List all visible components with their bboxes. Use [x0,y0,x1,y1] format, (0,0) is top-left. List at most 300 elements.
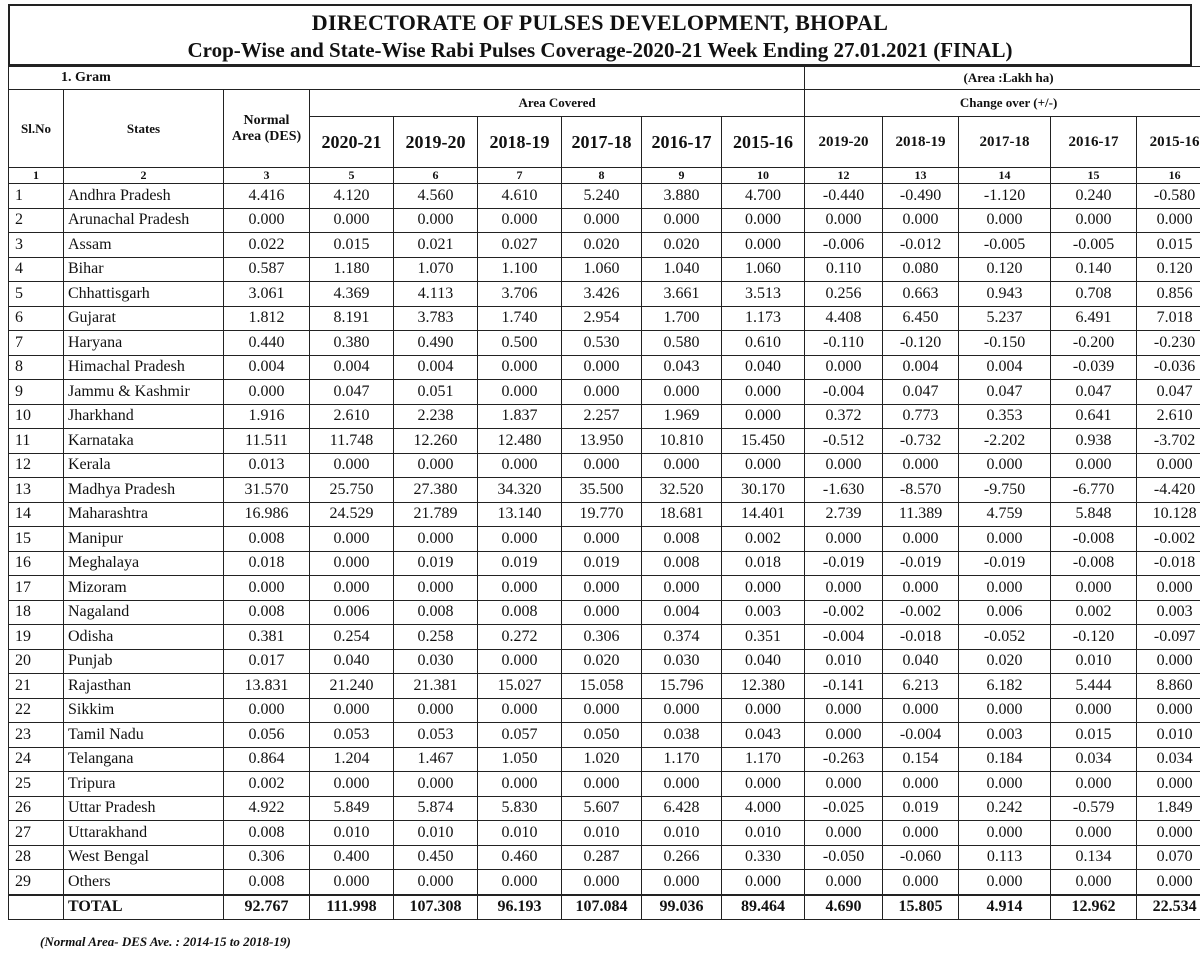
value-cell: 107.308 [394,895,478,920]
value-cell: 6.491 [1051,306,1137,331]
state-cell: Chhattisgarh [64,282,224,307]
value-cell: 1.812 [224,306,310,331]
state-cell: West Bengal [64,845,224,870]
value-cell: 0.000 [1137,453,1200,478]
value-cell: 1.916 [224,404,310,429]
value-cell: 0.008 [642,551,722,576]
value-cell: 0.938 [1051,429,1137,454]
value-cell: 0.000 [1051,698,1137,723]
value-cell: 0.000 [310,208,394,233]
state-cell: Manipur [64,527,224,552]
value-cell: 4.759 [959,502,1051,527]
value-cell: 0.000 [1051,821,1137,846]
sl-no-cell: 23 [9,723,64,748]
value-cell: 0.000 [478,527,562,552]
sl-no-cell: 6 [9,306,64,331]
value-cell: -0.200 [1051,331,1137,356]
value-cell: 0.000 [1051,576,1137,601]
value-cell: 0.254 [310,625,394,650]
value-cell: 0.184 [959,747,1051,772]
value-cell: 1.740 [478,306,562,331]
value-cell: 0.000 [562,772,642,797]
footnote: (Normal Area- DES Ave. : 2014-15 to 2018-19) [40,934,291,949]
value-cell: 2.610 [1137,404,1200,429]
value-cell: -0.004 [883,723,959,748]
value-cell: -0.060 [883,845,959,870]
table-row [9,551,1200,576]
value-cell: 12.480 [478,429,562,454]
value-cell: 5.849 [310,796,394,821]
value-cell: 0.020 [642,233,722,258]
value-cell: 4.922 [224,796,310,821]
value-cell: 0.000 [1051,453,1137,478]
coverage-table [8,66,1200,920]
value-cell: 21.240 [310,674,394,699]
value-cell: 0.000 [310,527,394,552]
table-row [9,453,1200,478]
column-number: 15 [1051,168,1137,184]
value-cell: 0.000 [394,772,478,797]
value-cell: -0.006 [805,233,883,258]
table-row [9,649,1200,674]
value-cell: 34.320 [478,478,562,503]
area-year-header: 2019-20 [394,117,478,168]
value-cell: 15.027 [478,674,562,699]
value-cell: 31.570 [224,478,310,503]
change-year-header: 2018-19 [883,117,959,168]
value-cell: 4.690 [805,895,883,920]
value-cell: 0.000 [394,870,478,895]
value-cell: 0.000 [805,355,883,380]
state-cell: Meghalaya [64,551,224,576]
value-cell: 15.796 [642,674,722,699]
value-cell: -0.036 [1137,355,1200,380]
slno-header: Sl.No [9,90,64,168]
table-row [9,674,1200,699]
value-cell: 1.060 [722,257,805,282]
value-cell: -0.005 [959,233,1051,258]
total-row [9,895,1200,920]
value-cell: -0.019 [805,551,883,576]
value-cell: 0.019 [883,796,959,821]
value-cell: 0.010 [642,821,722,846]
value-cell: -0.018 [883,625,959,650]
value-cell: 0.047 [1051,380,1137,405]
value-cell: 0.008 [224,527,310,552]
value-cell: 6.182 [959,674,1051,699]
report-title: DIRECTORATE OF PULSES DEVELOPMENT, BHOPAL [311,10,889,35]
column-number: 16 [1137,168,1200,184]
value-cell: 0.040 [722,355,805,380]
value-cell: -0.004 [805,625,883,650]
value-cell: 0.000 [1137,576,1200,601]
value-cell: 0.000 [805,208,883,233]
value-cell: 0.017 [224,649,310,674]
value-cell: 0.047 [310,380,394,405]
value-cell: 0.000 [805,527,883,552]
value-cell: 0.010 [1051,649,1137,674]
table-row [9,576,1200,601]
value-cell: 0.034 [1051,747,1137,772]
value-cell: 0.018 [224,551,310,576]
value-cell: 14.401 [722,502,805,527]
value-cell: 3.880 [642,184,722,209]
table-row [9,870,1200,895]
value-cell: 0.051 [394,380,478,405]
value-cell: -0.002 [1137,527,1200,552]
value-cell: 2.238 [394,404,478,429]
value-cell: 1.170 [642,747,722,772]
value-cell: 0.351 [722,625,805,650]
value-cell: 0.004 [642,600,722,625]
sl-no-cell: 20 [9,649,64,674]
value-cell: 0.000 [1051,870,1137,895]
value-cell: 0.258 [394,625,478,650]
table-row [9,845,1200,870]
value-cell: 0.057 [478,723,562,748]
value-cell: 0.000 [805,821,883,846]
column-number: 10 [722,168,805,184]
sl-no-cell: 8 [9,355,64,380]
value-cell: 4.120 [310,184,394,209]
value-cell: 3.061 [224,282,310,307]
value-cell: 0.000 [722,870,805,895]
table-body [9,67,1200,920]
state-cell: Bihar [64,257,224,282]
value-cell: 0.008 [224,600,310,625]
state-cell: Kerala [64,453,224,478]
value-cell: 0.015 [310,233,394,258]
value-cell: 0.120 [959,257,1051,282]
state-cell: Telangana [64,747,224,772]
value-cell: 0.663 [883,282,959,307]
value-cell: 0.943 [959,282,1051,307]
sl-no-cell: 1 [9,184,64,209]
value-cell: 0.056 [224,723,310,748]
value-cell: 0.015 [1137,233,1200,258]
value-cell: -1.630 [805,478,883,503]
table-row [9,796,1200,821]
value-cell: 0.460 [478,845,562,870]
table-row [9,306,1200,331]
value-cell: 35.500 [562,478,642,503]
value-cell: 0.000 [959,698,1051,723]
value-cell: 0.000 [722,208,805,233]
value-cell: 0.010 [722,821,805,846]
value-cell: 1.700 [642,306,722,331]
crop-row [9,67,1200,90]
value-cell: -0.490 [883,184,959,209]
value-cell: 0.006 [310,600,394,625]
value-cell: 0.010 [805,649,883,674]
value-cell: -0.008 [1051,551,1137,576]
value-cell: 15.058 [562,674,642,699]
state-cell: Haryana [64,331,224,356]
value-cell: 0.010 [394,821,478,846]
value-cell: 0.000 [805,723,883,748]
value-cell: 0.000 [310,576,394,601]
area-covered-header: Area Covered [310,90,805,117]
value-cell: 0.000 [562,453,642,478]
value-cell: 0.004 [310,355,394,380]
state-cell: Maharashtra [64,502,224,527]
table-row [9,698,1200,723]
value-cell: 1.020 [562,747,642,772]
change-year-header: 2016-17 [1051,117,1137,168]
value-cell: -0.120 [883,331,959,356]
sl-no-cell: 28 [9,845,64,870]
value-cell: 2.610 [310,404,394,429]
value-cell: -8.570 [883,478,959,503]
table-row [9,723,1200,748]
value-cell: 19.770 [562,502,642,527]
value-cell: -0.230 [1137,331,1200,356]
table-row [9,233,1200,258]
value-cell: 0.000 [1137,649,1200,674]
state-cell: TOTAL [64,895,224,920]
value-cell: 0.000 [562,576,642,601]
change-year-header: 2015-16 [1137,117,1200,168]
column-number: 3 [224,168,310,184]
value-cell: 89.464 [722,895,805,920]
value-cell: 16.986 [224,502,310,527]
value-cell: -0.008 [1051,527,1137,552]
value-cell: -0.012 [883,233,959,258]
value-cell: 0.010 [562,821,642,846]
value-cell: 0.580 [642,331,722,356]
value-cell: 13.950 [562,429,642,454]
normal-area-header: Normal Area (DES) [224,90,310,168]
value-cell: 0.330 [722,845,805,870]
value-cell: 8.860 [1137,674,1200,699]
value-cell: 0.002 [1051,600,1137,625]
value-cell: 3.783 [394,306,478,331]
value-cell: 0.003 [722,600,805,625]
value-cell: 0.000 [478,453,562,478]
value-cell: 0.000 [310,551,394,576]
value-cell: 0.000 [722,453,805,478]
value-cell: 0.000 [805,576,883,601]
state-cell: Assam [64,233,224,258]
value-cell: 0.000 [883,453,959,478]
value-cell: 10.810 [642,429,722,454]
value-cell: -0.025 [805,796,883,821]
value-cell: 0.306 [224,845,310,870]
value-cell: 0.154 [883,747,959,772]
value-cell: -0.141 [805,674,883,699]
value-cell: 0.000 [478,380,562,405]
value-cell: 0.040 [722,649,805,674]
unit-label: (Area :Lakh ha) [805,67,1200,90]
value-cell: 0.047 [1137,380,1200,405]
value-cell: 0.000 [959,821,1051,846]
value-cell: 0.000 [394,453,478,478]
value-cell: 0.000 [883,208,959,233]
state-cell: Punjab [64,649,224,674]
change-year-header: 2017-18 [959,117,1051,168]
value-cell: 0.773 [883,404,959,429]
value-cell: 0.000 [959,453,1051,478]
value-cell: 0.000 [224,380,310,405]
area-year-header: 2018-19 [478,117,562,168]
value-cell: 0.000 [310,698,394,723]
value-cell: 0.000 [310,772,394,797]
value-cell: 0.020 [562,233,642,258]
value-cell: 0.000 [394,698,478,723]
state-cell: Mizoram [64,576,224,601]
value-cell: 1.969 [642,404,722,429]
value-cell: 0.019 [562,551,642,576]
state-cell: Sikkim [64,698,224,723]
area-year-header: 2020-21 [310,117,394,168]
value-cell: 111.998 [310,895,394,920]
value-cell: 24.529 [310,502,394,527]
value-cell: 0.040 [310,649,394,674]
value-cell: 0.000 [642,870,722,895]
value-cell: 0.374 [642,625,722,650]
value-cell: 1.204 [310,747,394,772]
value-cell: 1.173 [722,306,805,331]
sl-no-cell [9,895,64,920]
value-cell: 99.036 [642,895,722,920]
sl-no-cell: 7 [9,331,64,356]
value-cell: 0.450 [394,845,478,870]
value-cell: 0.030 [394,649,478,674]
value-cell: 0.256 [805,282,883,307]
table-row [9,257,1200,282]
value-cell: -0.052 [959,625,1051,650]
value-cell: 0.000 [959,870,1051,895]
value-cell: -0.050 [805,845,883,870]
value-cell: 5.240 [562,184,642,209]
table-row [9,208,1200,233]
sl-no-cell: 27 [9,821,64,846]
table-row [9,355,1200,380]
value-cell: 1.060 [562,257,642,282]
value-cell: -6.770 [1051,478,1137,503]
value-cell: 0.272 [478,625,562,650]
state-cell: Karnataka [64,429,224,454]
value-cell: 0.708 [1051,282,1137,307]
value-cell: 0.000 [642,453,722,478]
value-cell: 2.257 [562,404,642,429]
sl-no-cell: 17 [9,576,64,601]
value-cell: 0.134 [1051,845,1137,870]
area-year-header: 2017-18 [562,117,642,168]
value-cell: 0.000 [1051,772,1137,797]
value-cell: 0.000 [805,772,883,797]
value-cell: 12.380 [722,674,805,699]
value-cell: -9.750 [959,478,1051,503]
value-cell: 0.000 [722,233,805,258]
value-cell: 0.010 [478,821,562,846]
value-cell: 0.000 [642,208,722,233]
crop-label: 1. Gram [9,67,805,90]
value-cell: 0.000 [478,870,562,895]
value-cell: 0.000 [883,527,959,552]
state-cell: Tamil Nadu [64,723,224,748]
value-cell: 5.830 [478,796,562,821]
value-cell: -0.120 [1051,625,1137,650]
value-cell: 107.084 [562,895,642,920]
sl-no-cell: 21 [9,674,64,699]
value-cell: 0.008 [224,870,310,895]
state-cell: Uttarakhand [64,821,224,846]
state-cell: Arunachal Pradesh [64,208,224,233]
value-cell: 0.000 [1137,698,1200,723]
value-cell: 1.100 [478,257,562,282]
value-cell: 0.000 [562,208,642,233]
value-cell: 0.034 [1137,747,1200,772]
value-cell: -3.702 [1137,429,1200,454]
value-cell: 0.008 [478,600,562,625]
value-cell: -4.420 [1137,478,1200,503]
sl-no-cell: 16 [9,551,64,576]
value-cell: 6.428 [642,796,722,821]
value-cell: 0.019 [478,551,562,576]
value-cell: 0.000 [478,355,562,380]
sl-no-cell: 9 [9,380,64,405]
value-cell: 0.004 [394,355,478,380]
value-cell: 0.000 [1137,208,1200,233]
value-cell: -0.512 [805,429,883,454]
value-cell: 0.856 [1137,282,1200,307]
value-cell: 4.408 [805,306,883,331]
area-year-header: 2015-16 [722,117,805,168]
value-cell: 1.070 [394,257,478,282]
report-subtitle: Crop-Wise and State-Wise Rabi Pulses Coverage-2020-21 Week Ending 27.01.2021 (FINAL) [187,38,1013,62]
value-cell: 0.490 [394,331,478,356]
sl-no-cell: 19 [9,625,64,650]
value-cell: 4.610 [478,184,562,209]
value-cell: 0.000 [883,870,959,895]
value-cell: 0.000 [805,453,883,478]
value-cell: 0.053 [394,723,478,748]
group-header-row [9,90,1200,117]
value-cell: 1.837 [478,404,562,429]
value-cell: 8.191 [310,306,394,331]
value-cell: 0.004 [959,355,1051,380]
value-cell: 0.000 [805,698,883,723]
value-cell: -0.263 [805,747,883,772]
value-cell: 0.000 [310,870,394,895]
sl-no-cell: 24 [9,747,64,772]
value-cell: 6.213 [883,674,959,699]
value-cell: 0.022 [224,233,310,258]
column-number: 1 [9,168,64,184]
state-cell: Madhya Pradesh [64,478,224,503]
value-cell: 3.513 [722,282,805,307]
value-cell: 0.306 [562,625,642,650]
sl-no-cell: 14 [9,502,64,527]
value-cell: 0.000 [642,576,722,601]
sl-no-cell: 26 [9,796,64,821]
table-row [9,184,1200,209]
value-cell: 1.170 [722,747,805,772]
value-cell: 0.020 [959,649,1051,674]
value-cell: 0.008 [642,527,722,552]
value-cell: 4.914 [959,895,1051,920]
value-cell: 0.040 [883,649,959,674]
value-cell: -0.018 [1137,551,1200,576]
value-cell: 0.000 [722,772,805,797]
value-cell: 6.450 [883,306,959,331]
value-cell: 0.030 [642,649,722,674]
sl-no-cell: 22 [9,698,64,723]
value-cell: -0.005 [1051,233,1137,258]
sl-no-cell: 13 [9,478,64,503]
value-cell: 0.008 [224,821,310,846]
